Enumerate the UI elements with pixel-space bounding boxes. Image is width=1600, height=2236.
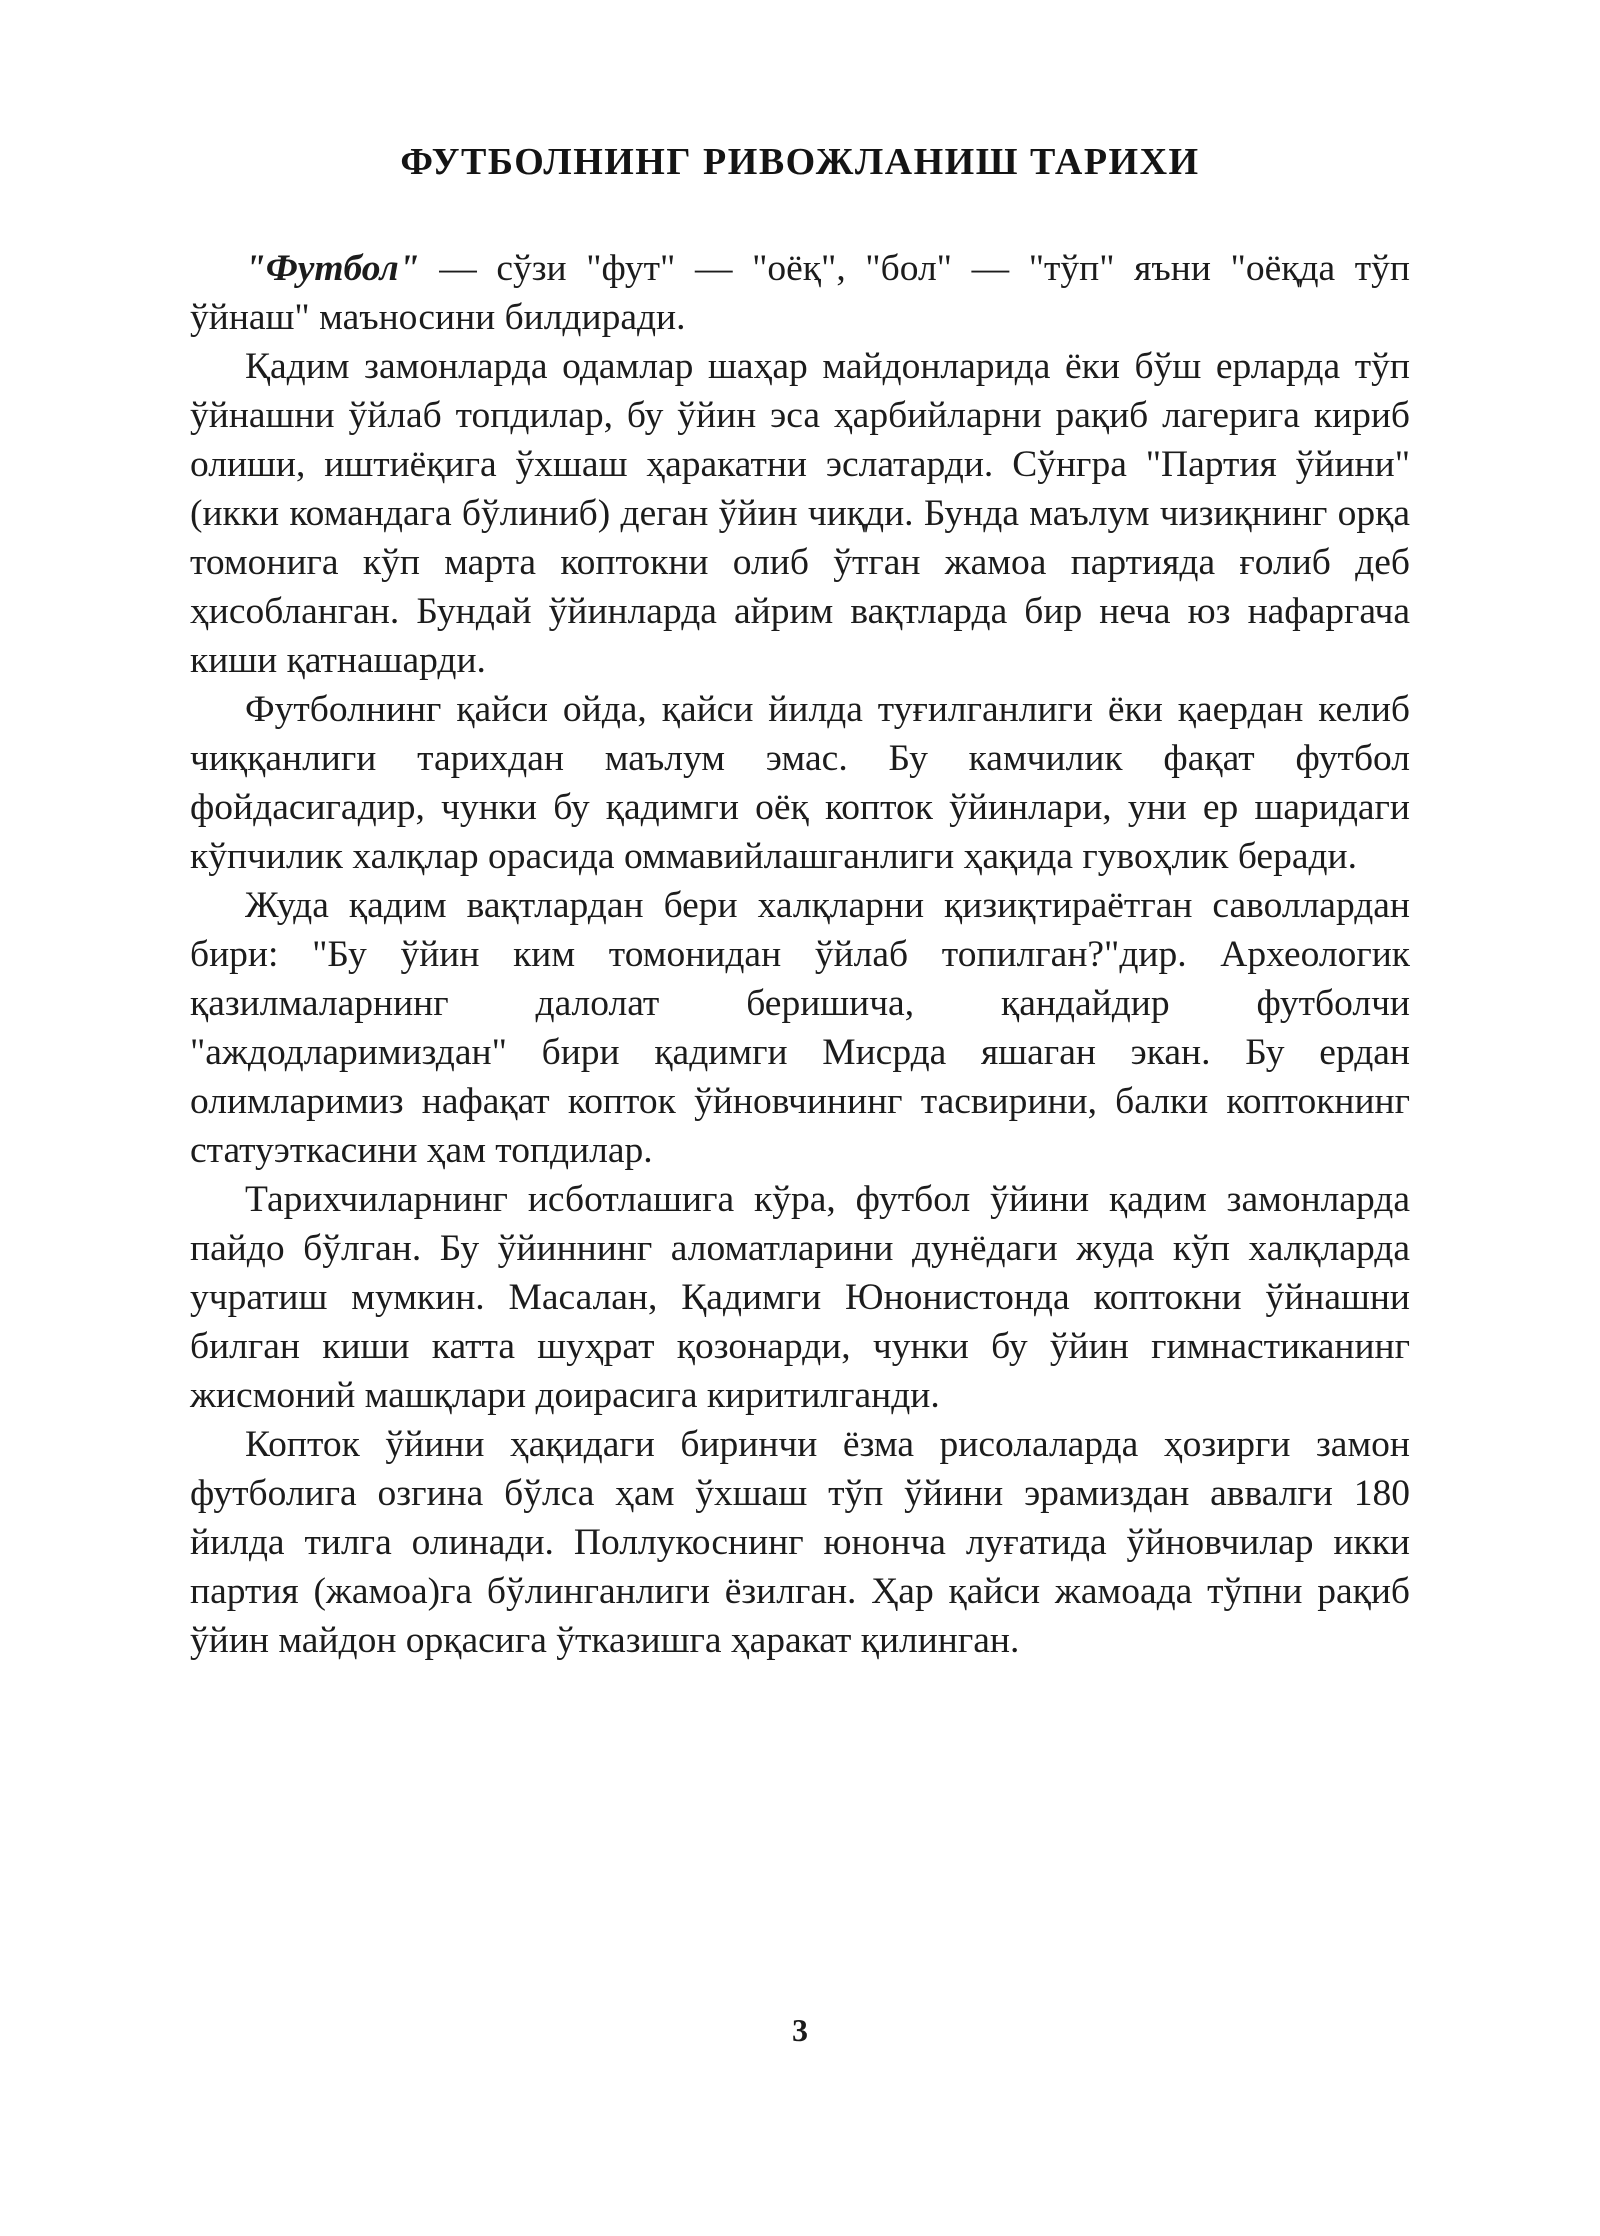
paragraph-1 [190,244,1410,342]
paragraph-1-text: — сўзи "фут" — "оёқ", "бол" — "тўп" яъни "оёқда тўп ўйнаш" маъносини билдиради. [190,248,1410,338]
lead-term: "Футбол" [245,248,420,289]
paragraph-5: Тарихчиларнинг исботлашига кўра, футбол ўйини қадим замонларда пайдо бўлган. Бу ўйиннинг аломатларини дунёдаги жуда кўп халқларда учратиш мумкин. Масалан, Қадимги Юнонистонда коптокни ўйнашни билган киши катта шуҳрат қозонарди, чунки бу ўйин гимнастиканинг жисмоний машқлари доирасига киритилганди. [190,1179,1410,1416]
paragraph-6: Копток ўйини ҳақидаги биринчи ёзма рисолаларда ҳозирги замон футболига озгина бўлса ҳам ўхшаш тўп ўйини эрамиздан аввалги 180 йилда тилга олинади. Поллукоснинг юнонча луғатида ўйновчилар икки партия (жамоа)га бўлинганлиги ёзилган. Ҳар қайси жамоада тўпни рақиб ўйин майдон орқасига ўтказишга ҳаракат қилинган. [190,1424,1410,1661]
paragraph-4: Жуда қадим вақтлардан бери халқларни қизиқтираётган саволлардан бири: "Бу ўйин ким томонидан ўйлаб топилган?"дир. Археологик қазилмаларнинг далолат беришича, қандайдир футболчи "аждодларимиздан" бири қадимги Мисрда яшаган экан. Бу ердан олимларимиз нафақат копток ўйновчининг тасвирини, балки коптокнинг статуэткасини ҳам топдилар. [190,885,1410,1171]
paragraph-2: Қадим замонларда одамлар шаҳар майдонларида ёки бўш ерларда тўп ўйнашни ўйлаб топдилар, бу ўйин эса ҳарбийларни рақиб лагерига кириб олиши, иштиёқига ўхшаш ҳаракатни эслатарди. Сўнгра "Партия ўйини" (икки командага бўлиниб) деган ўйин чиқди. Бунда маълум чизиқнинг орқа томонига кўп марта коптокни олиб ўтган жамоа партияда ғолиб деб ҳисобланган. Бундай ўйинларда айрим вақтларда бир неча юз нафаргача киши қатнашарди. [190,346,1410,681]
page-content [190,140,1410,1665]
paragraph-3: Футболнинг қайси ойда, қайси йилда туғилганлиги ёки қаердан келиб чиққанлиги тарихдан маълум эмас. Бу камчилик фақат футбол фойдасигадир, чунки бу қадимги оёқ копток ўйинлари, уни ер шаридаги кўпчилик халқлар орасида оммавийлашганлиги ҳақида гувоҳлик беради. [190,689,1410,877]
page-title: ФУТБОЛНИНГ РИВОЖЛАНИШ ТАРИХИ [400,141,1200,183]
page-number: 3 [792,2012,808,2048]
